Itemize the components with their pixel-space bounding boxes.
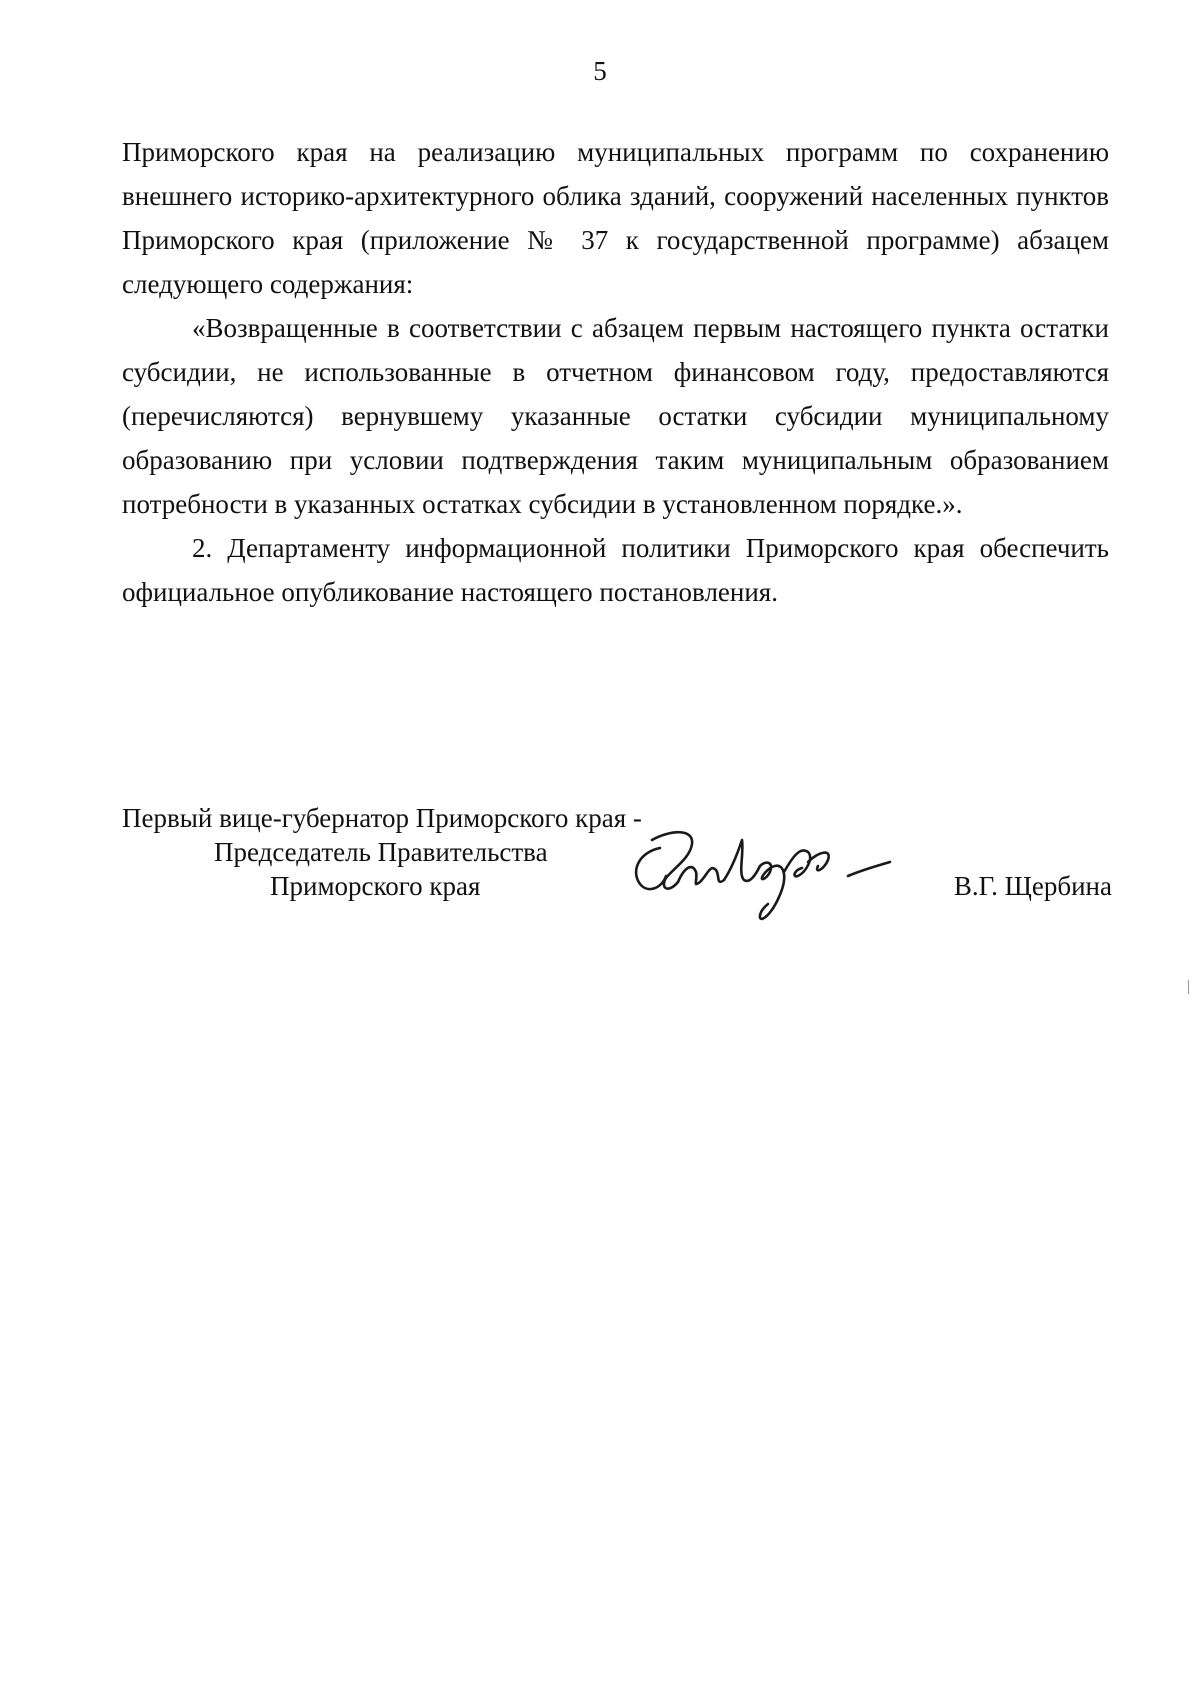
signer-position-line1: Первый вице-губернатор Приморского края - (122, 803, 642, 833)
handwritten-signature (622, 818, 902, 928)
signer-position-line3: Приморского края (270, 871, 481, 901)
page-number: 5 (593, 56, 607, 86)
paragraph-quoted-amendment: «Возвращенные в соответствии с абзацем первым настоящего пункта остатки субсидии, не использованные в отчетном финансовом году, предоставляются (перечисляются) вернувшему указанные остатки субсидии муниципальному образованию при условии подтверждения таким муниципальным образованием потребности в указанных остатках субсидии в установленном порядке.». (122, 313, 1109, 519)
signer-name: В.Г. Щербина (953, 871, 1112, 901)
signer-position-line2: Председатель Правительства (214, 837, 548, 867)
scan-artifact (1188, 980, 1189, 994)
signature-block (122, 802, 1112, 932)
document-body (122, 130, 1109, 614)
paragraph-item-2: 2. Департаменту информационной политики Приморского края обеспечить официальное опубликование настоящего постановления. (122, 533, 1109, 607)
paragraph-continuation: Приморского края на реализацию муниципальных программ по сохранению внешнего историко-архитектурного облика зданий, сооружений населенных пунктов Приморского края (приложение № 37 к государственной программе) абзацем следующего содержания: (122, 137, 1109, 299)
